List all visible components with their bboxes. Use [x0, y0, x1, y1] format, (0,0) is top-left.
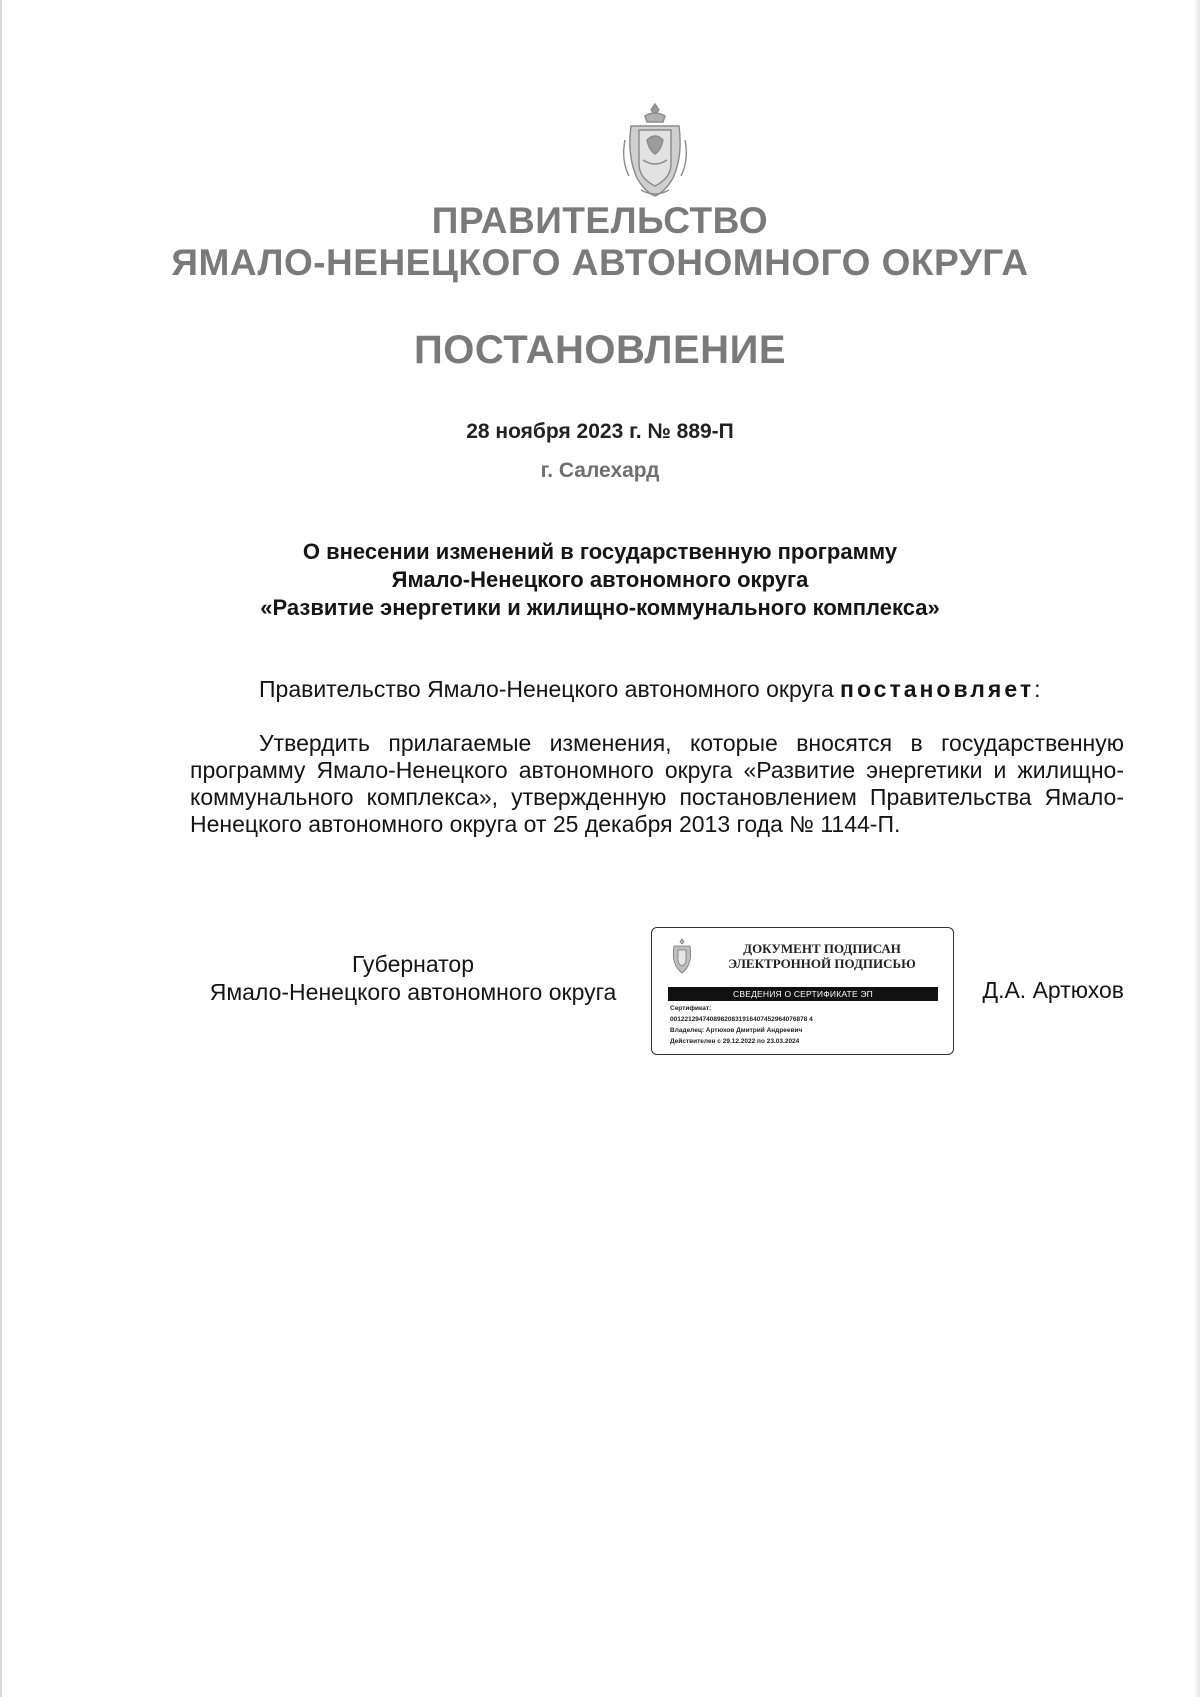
organization-name-line1: ПРАВИТЕЛЬСТВО: [431, 200, 769, 241]
stamp-validity: Действителен с 29.12.2022 по 23.03.2024: [670, 1038, 800, 1045]
signatory-title: [190, 950, 636, 1006]
signatory-title-line2: Ямало-Ненецкого автономного округа: [209, 979, 617, 1005]
signatory-name: Д.А. Артюхов: [982, 977, 1124, 1003]
preamble-text: Правительство Ямало-Ненецкого автономного округа: [259, 676, 841, 702]
coat-of-arms-icon: [617, 100, 693, 200]
stamp-title: [702, 941, 942, 971]
preamble: [259, 676, 1040, 703]
body-paragraph: Утвердить прилагаемые изменения, которые вносятся в государственную программу Ямало-Ненецкого автономного округа «Развитие энергетики и жилищно-коммунального комплекса», утвержденную постановлением Правительства Ямало-Ненецкого автономного округа от 25 декабря 2013 года № 1144-П.: [190, 730, 1124, 837]
stamp-emblem-icon: [670, 938, 694, 974]
document-city: г. Салехард: [540, 459, 660, 482]
stamp-title-line2: ЭЛЕКТРОННОЙ ПОДПИСЬЮ: [728, 956, 916, 971]
stamp-title-line1: ДОКУМЕНТ ПОДПИСАН: [743, 941, 901, 956]
document-type: ПОСТАНОВЛЕНИЕ: [413, 328, 786, 372]
preamble-keyword: постановляет: [840, 676, 1035, 702]
subject-line2: Ямало-Ненецкого автономного округа: [391, 567, 809, 592]
subject-line3: «Развитие энергетики и жилищно-коммунального комплекса»: [260, 595, 940, 620]
document-date-number: 28 ноября 2023 г. № 889-П: [466, 420, 734, 443]
stamp-cert-label: Сертификат:: [670, 1005, 712, 1012]
electronic-signature-stamp: [651, 927, 954, 1055]
subject-line1: О внесении изменений в государственную программу: [302, 539, 898, 564]
organization-name-line2: ЯМАЛО-НЕНЕЦКОГО АВТОНОМНОГО ОКРУГА: [171, 242, 1029, 283]
document-subject: [0, 538, 1200, 622]
preamble-tail: :: [1034, 676, 1041, 702]
stamp-certificate-bar: СВЕДЕНИЯ О СЕРТИФИКАТЕ ЭП: [668, 987, 938, 1001]
signatory-title-line1: Губернатор: [351, 951, 475, 977]
stamp-owner: Владелец: Артюхов Дмитрий Андреевич: [670, 1027, 803, 1034]
stamp-cert-number: 00122129474089820831916407452964076878 4: [670, 1016, 813, 1023]
